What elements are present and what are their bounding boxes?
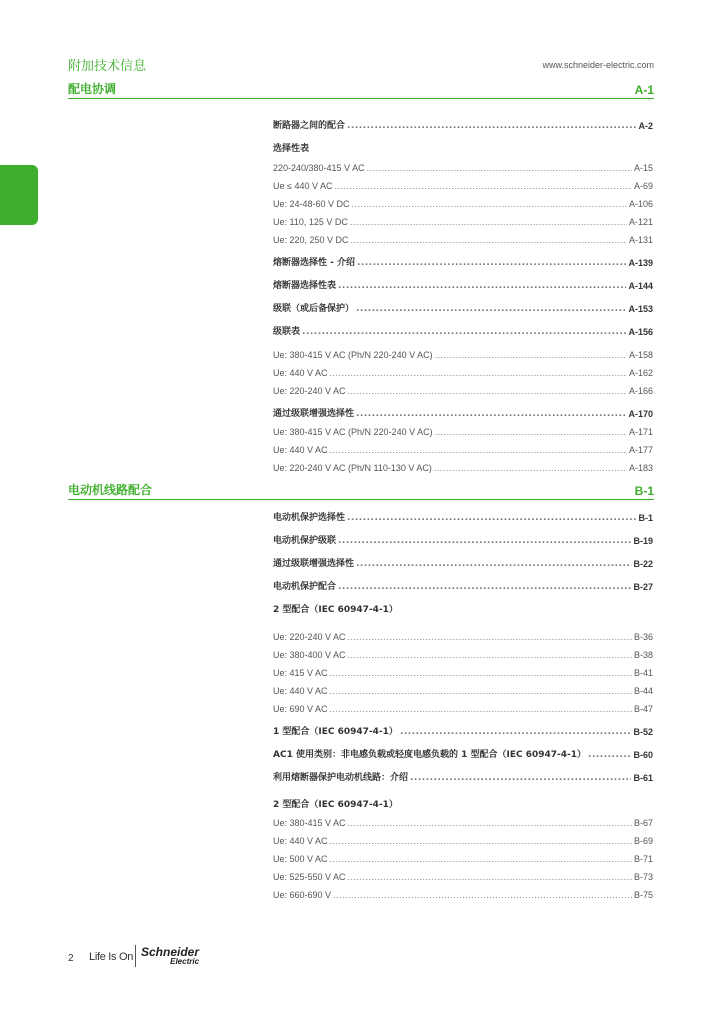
toc-entry[interactable] xyxy=(273,851,653,864)
toc-entry-label: 断路器之间的配合 xyxy=(273,121,346,131)
toc-entry-page: B-22 xyxy=(633,559,653,569)
toc-entry-page: B-71 xyxy=(633,854,653,864)
toc-entry-label: Ue: 525-550 V AC xyxy=(273,872,346,882)
toc-entry-label: Ue: 220-240 V AC xyxy=(273,386,346,396)
toc-entry[interactable] xyxy=(273,701,653,714)
toc-entry[interactable] xyxy=(273,424,653,437)
section-page: B-1 xyxy=(634,484,654,498)
toc-entry[interactable] xyxy=(273,556,653,569)
header-url[interactable]: www.schneider-electric.com xyxy=(542,60,654,70)
toc-entry-page: A-156 xyxy=(628,327,653,337)
schneider-logo xyxy=(141,946,199,966)
dot-leader xyxy=(434,463,627,473)
toc-entry-page: B-52 xyxy=(633,727,653,737)
dot-leader xyxy=(330,836,632,846)
section-title: 配电协调 xyxy=(68,82,117,96)
toc-entry-page: A-158 xyxy=(628,350,653,360)
toc-entry-label: Ue: 440 V AC xyxy=(273,686,328,696)
toc-entry-label: 熔断器选择性 - 介绍 xyxy=(273,258,356,268)
toc-entry[interactable] xyxy=(273,232,653,245)
logo-line1: Schneider xyxy=(141,945,200,959)
header-title: 附加技术信息 xyxy=(68,59,147,74)
toc-entry[interactable] xyxy=(273,178,653,191)
toc-entry-page: B-60 xyxy=(633,750,653,760)
dot-leader xyxy=(338,536,631,546)
toc-entry-page: A-144 xyxy=(628,281,653,291)
tagline: Life Is On xyxy=(89,951,134,963)
toc-entry[interactable] xyxy=(273,301,653,314)
toc-entry[interactable] xyxy=(273,442,653,455)
toc-entry-label: 选择性表 xyxy=(273,144,310,154)
toc-entry[interactable] xyxy=(273,579,653,592)
dot-leader xyxy=(338,281,626,291)
dot-leader xyxy=(302,327,626,337)
dot-leader xyxy=(351,235,627,245)
toc-entry[interactable] xyxy=(273,406,653,419)
toc-entry[interactable] xyxy=(273,683,653,696)
toc-entry[interactable] xyxy=(273,255,653,268)
toc-entry-label: Ue: 220, 250 V DC xyxy=(273,235,349,245)
toc-entry[interactable] xyxy=(273,887,653,900)
dot-leader xyxy=(588,750,631,760)
dot-leader xyxy=(333,890,632,900)
toc-entry-label: 通过级联增强选择性 xyxy=(273,559,355,569)
toc-entry-label: Ue ≤ 440 V AC xyxy=(273,181,333,191)
toc-entry-page: B-19 xyxy=(633,536,653,546)
toc-entry-page: A-153 xyxy=(628,304,653,314)
dot-leader xyxy=(348,818,632,828)
toc-entry-page: A-171 xyxy=(628,427,653,437)
toc-entry-label: 级联表 xyxy=(273,327,301,337)
dot-leader xyxy=(338,582,631,592)
toc-entry-label: 利用熔断器保护电动机线路：介绍 xyxy=(273,773,409,783)
dot-leader xyxy=(348,386,627,396)
chapter-tab xyxy=(0,165,38,225)
dot-leader xyxy=(367,163,632,173)
toc-entry-page: A-170 xyxy=(628,409,653,419)
toc-entry[interactable] xyxy=(273,815,653,828)
toc-entry-label: Ue: 380-400 V AC xyxy=(273,650,346,660)
dot-leader xyxy=(348,632,632,642)
toc-entry-page: B-38 xyxy=(633,650,653,660)
toc-entry-page: B-61 xyxy=(633,773,653,783)
toc-entry[interactable] xyxy=(273,629,653,642)
dot-leader xyxy=(347,513,636,523)
dot-leader xyxy=(330,668,632,678)
toc-entry-page: B-44 xyxy=(633,686,653,696)
dot-leader xyxy=(356,304,626,314)
toc-entry[interactable] xyxy=(273,647,653,660)
dot-leader xyxy=(347,121,636,131)
toc-entry[interactable] xyxy=(273,383,653,396)
dot-leader xyxy=(330,368,627,378)
toc-entry-page: A-121 xyxy=(628,217,653,227)
toc-entry[interactable] xyxy=(273,460,653,473)
toc-entry-page: B-75 xyxy=(633,890,653,900)
toc-entry-page: A-69 xyxy=(633,181,653,191)
dot-leader xyxy=(330,704,632,714)
toc-entry[interactable] xyxy=(273,747,653,760)
toc-entry-page: B-47 xyxy=(633,704,653,714)
dot-leader xyxy=(330,854,632,864)
section-page: A-1 xyxy=(634,83,654,97)
toc-entry-label: Ue: 380-415 V AC (Ph/N 220-240 V AC) xyxy=(273,350,433,360)
toc-entry-page: A-139 xyxy=(628,258,653,268)
toc-entry-label: Ue: 440 V AC xyxy=(273,836,328,846)
toc-entry-label: 2 型配合（IEC 60947-4-1） xyxy=(273,605,398,615)
toc-entry-label: Ue: 415 V AC xyxy=(273,668,328,678)
toc-entry-label: Ue: 220-240 V AC xyxy=(273,632,346,642)
toc-entry-label: Ue: 110, 125 V DC xyxy=(273,217,348,227)
toc-entry[interactable] xyxy=(273,770,653,783)
dot-leader xyxy=(410,773,631,783)
dot-leader xyxy=(348,872,632,882)
dot-leader xyxy=(356,559,631,569)
logo-line2: Electric xyxy=(170,957,200,966)
toc-entry[interactable] xyxy=(273,141,653,154)
toc-entry-page: A-166 xyxy=(628,386,653,396)
dot-leader xyxy=(435,427,627,437)
toc-entry-label: Ue: 440 V AC xyxy=(273,368,328,378)
toc-entry-label: Ue: 500 V AC xyxy=(273,854,328,864)
toc-entry-label: 熔断器选择性表 xyxy=(273,281,337,291)
toc-entry-page: B-1 xyxy=(638,513,653,523)
toc-entry-page: A-177 xyxy=(628,445,653,455)
toc-entry[interactable] xyxy=(273,510,653,523)
section-heading[interactable] xyxy=(68,483,654,500)
toc-entry[interactable] xyxy=(273,347,653,360)
toc-entry-label: Ue: 24-48-60 V DC xyxy=(273,199,350,209)
toc-entry[interactable] xyxy=(273,665,653,678)
toc-entry-page: B-36 xyxy=(633,632,653,642)
toc-entry-label: 电动机保护选择性 xyxy=(273,513,346,523)
toc-entry-label: Ue: 690 V AC xyxy=(273,704,328,714)
page-number: 2 xyxy=(68,953,74,964)
dot-leader xyxy=(400,727,632,737)
toc-entry-label: AC1 使用类别：非电感负载或轻度电感负载的 1 型配合（IEC 60947-4-1） xyxy=(273,750,587,760)
toc-entry-label: 电动机保护级联 xyxy=(273,536,337,546)
toc-entry-page: B-69 xyxy=(633,836,653,846)
section-title: 电动机线路配合 xyxy=(68,483,153,497)
toc-entry-page: B-27 xyxy=(633,582,653,592)
toc-entry[interactable] xyxy=(273,365,653,378)
toc-entry[interactable] xyxy=(273,797,653,810)
toc-entry[interactable] xyxy=(273,118,653,131)
toc-entry-label: Ue: 380-415 V AC (Ph/N 220-240 V AC) xyxy=(273,427,433,437)
toc-entry-label: Ue: 220-240 V AC (Ph/N 110-130 V AC) xyxy=(273,463,432,473)
toc-entry[interactable] xyxy=(273,324,653,337)
toc-entry-label: 1 型配合（IEC 60947-4-1） xyxy=(273,727,398,737)
toc-entry-page: B-41 xyxy=(633,668,653,678)
toc-entry-label: 220-240/380-415 V AC xyxy=(273,163,365,173)
toc-entry-page: A-131 xyxy=(628,235,653,245)
toc-entry-label: Ue: 380-415 V AC xyxy=(273,818,346,828)
toc-entry-label: Ue: 660-690 V xyxy=(273,890,332,900)
toc-entry[interactable] xyxy=(273,533,653,546)
toc-entry[interactable] xyxy=(273,196,653,209)
dot-leader xyxy=(330,686,632,696)
footer-divider xyxy=(135,945,136,967)
toc-entry-page: B-67 xyxy=(633,818,653,828)
dot-leader xyxy=(330,445,627,455)
dot-leader xyxy=(357,258,626,268)
toc-entry-page: A-183 xyxy=(628,463,653,473)
section-heading[interactable] xyxy=(68,82,654,99)
toc-entry[interactable] xyxy=(273,214,653,227)
toc-entry[interactable] xyxy=(273,833,653,846)
toc-entry[interactable] xyxy=(273,160,653,173)
toc-entry-label: 电动机保护配合 xyxy=(273,582,337,592)
dot-leader xyxy=(348,650,632,660)
toc-entry-page: B-73 xyxy=(633,872,653,882)
toc-entry[interactable] xyxy=(273,724,653,737)
dot-leader xyxy=(435,350,627,360)
toc-entry-page: A-106 xyxy=(628,199,653,209)
toc-entry-label: Ue: 440 V AC xyxy=(273,445,328,455)
toc-entry[interactable] xyxy=(273,602,653,615)
dot-leader xyxy=(350,217,627,227)
dot-leader xyxy=(352,199,627,209)
dot-leader xyxy=(356,409,626,419)
toc-entry-label: 通过级联增强选择性 xyxy=(273,409,355,419)
toc-entry-label: 2 型配合（IEC 60947-4-1） xyxy=(273,800,398,810)
dot-leader xyxy=(334,181,632,191)
toc-entry-page: A-15 xyxy=(633,163,653,173)
toc-entry-label: 级联（或后备保护） xyxy=(273,304,355,314)
toc-entry-page: A-162 xyxy=(628,368,653,378)
toc-entry[interactable] xyxy=(273,869,653,882)
toc-entry-page: A-2 xyxy=(638,121,653,131)
toc-entry[interactable] xyxy=(273,278,653,291)
